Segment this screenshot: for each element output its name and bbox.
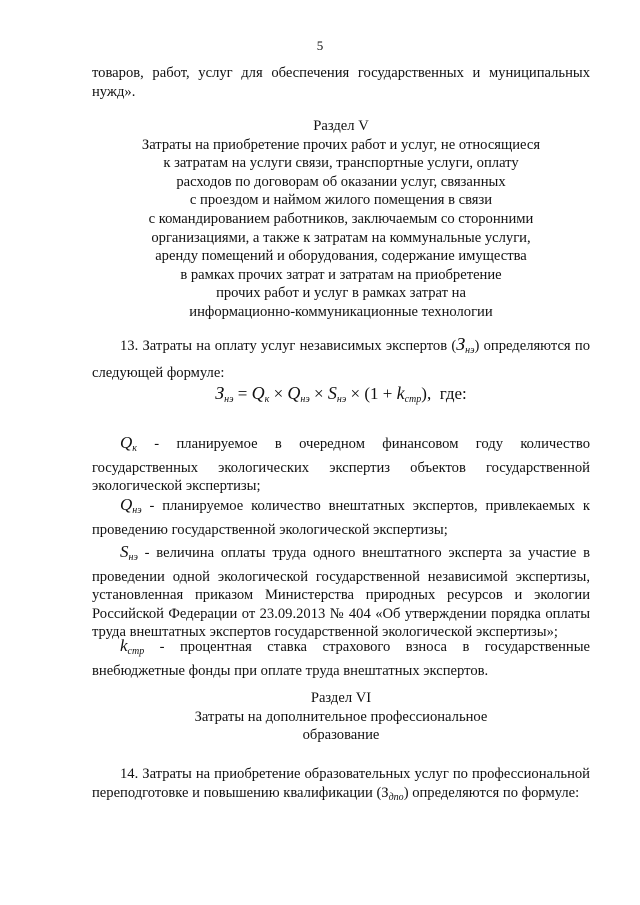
section-v-heading: [92, 117, 590, 322]
section-vi-title: Раздел VI: [310, 690, 372, 706]
section-v-line: информационно-коммуникационные технологии: [189, 303, 493, 320]
section-v-line: прочих работ и услуг в рамках затрат на: [216, 285, 466, 302]
section-v-title: Раздел V: [313, 118, 369, 134]
definition-s-ne: $S_{нэ}$ - величина оплаты труда одного внештатного эксперта за участие в проведении одной экологической государственной независимой экспертизы, установленная приказом Министерства природных ресурсов и экологии Российской Федерации от 23.09.2013 № 404 «Об утверждении порядка оплаты труда внештатных экспертов государственной экологической экспертизы»;: [92, 542, 590, 641]
definition-q-ne: $Q_{нэ}$ - планируемое количество внештатных экспертов, привлекаемых к проведению государственной экологической экспертизы;: [92, 495, 590, 538]
section-vi-line: Затраты на дополнительное профессиональное: [194, 708, 488, 725]
intro-continuation: товаров, работ, услуг для обеспечения государственных и муниципальных нужд».: [92, 65, 590, 100]
section-v-line: аренду помещений и оборудования, содержание имущества: [155, 248, 527, 265]
section-vi-line: образование: [302, 727, 380, 744]
section-v-line: организациями, а также к затратам на коммунальные услуги,: [151, 229, 531, 246]
section-v-line: с проездом и наймом жилого помещения в связи: [189, 192, 493, 209]
paragraph-14: 14. Затраты на приобретение образовательных услуг по профессиональной переподготовке и повышению квалификации $(З_{дпо})$ определяются по формуле:: [92, 766, 590, 803]
section-v-line: с командированием работников, заключаемым со сторонними: [148, 210, 534, 227]
section-v-line: к затратам на услуги связи, транспортные услуги, оплату: [163, 155, 519, 172]
section-v-line: Затраты на приобретение прочих работ и услуг, не относящиеся: [141, 136, 541, 153]
page-number: 5: [316, 38, 324, 53]
paragraph-13: 13. Затраты на оплату услуг независимых экспертов $(З_{нэ})$ определяются по следующей формуле:: [92, 334, 590, 381]
section-vi-heading: [92, 689, 590, 745]
section-v-line: в рамках прочих затрат и затратам на приобретение: [180, 266, 502, 283]
section-v-line: расходов по договорам об оказании услуг, связанных: [176, 173, 506, 190]
definition-q-k: $Q_к$ - планируемое в очередном финансовом году количество государственных экологических экспертиз объектов государственной экологической экспертизы;: [92, 433, 590, 495]
formula-z-ne: $З_{нэ} = Q_к \times Q_{нэ} \times S_{нэ} \times (1 + k_{стр})$, где:: [215, 383, 467, 405]
symbol-z-ne: $З_{нэ}$: [456, 334, 475, 356]
definition-k-str: $k_{стр}$ - процентная ставка страхового взноса в государственные внебюджетные фонды при оплате труда внештатных экспертов.: [92, 636, 590, 679]
